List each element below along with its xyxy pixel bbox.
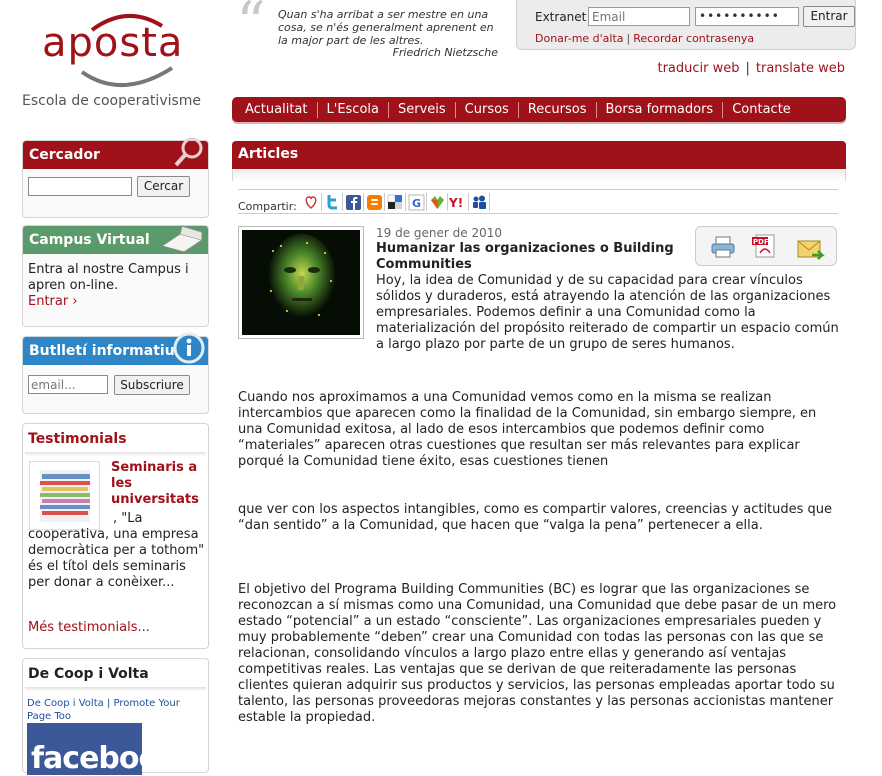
nav-item-serveis[interactable]: Serveis (389, 102, 456, 118)
translate-english-link[interactable]: translate web (755, 61, 845, 76)
myspace-icon[interactable] (469, 193, 490, 211)
svg-text:G: G (411, 196, 421, 210)
search-box (22, 140, 209, 218)
login-label: Extranet (535, 10, 587, 24)
coop-page-link[interactable]: De Coop i Volta (27, 698, 104, 709)
netvibes-icon[interactable] (427, 193, 448, 211)
article-intro: Hoy, la idea de Comunidad y de su capacidad para crear vínculos sólidos y duraderos, está atrayendo la atención de las organizaciones empresariales. Podemos definir a una Comunidad como la materialización del propósito reiterado de compartir un espacio común a largo plazo por parte de un grupo de seres humanos. (376, 273, 839, 352)
login-box (516, 0, 856, 50)
bulletin-email-input[interactable] (28, 375, 108, 394)
login-submit-button[interactable]: Entrar (803, 6, 855, 27)
translate-links (657, 61, 845, 76)
login-email-input[interactable] (588, 7, 690, 26)
share-bottom-rule (238, 213, 838, 214)
article-paragraph-1: Cuando nos aproximamos a una Comunidad vemos como en la misma se realizan intercambios que aparecen como la finalidad de la Comunidad, sin embargo siempre, en una Comunidad exitosa, al lado de esos intercambios que podemos definir como “materiales” aparecen otras cuestiones que resultan ser más relevantes para explicar porqué la Comunidad tiene éxito, esas cuestiones tienen (238, 390, 817, 469)
bulletin-box (22, 336, 209, 414)
coop-links-separator: | (106, 698, 111, 709)
campus-enter-link[interactable]: Entrar › (28, 294, 78, 309)
share-top-rule (238, 189, 838, 190)
logo-text: aposta (42, 20, 184, 66)
search-input[interactable] (28, 177, 132, 196)
coop-divider (25, 687, 206, 691)
facebook-badge[interactable]: facebook (27, 723, 142, 775)
facebook-icon[interactable] (343, 193, 364, 211)
twitter-icon[interactable] (322, 193, 343, 211)
translate-separator: | (745, 61, 750, 76)
main-nav (232, 97, 846, 122)
campus-box-title: Campus Virtual (29, 232, 150, 248)
testimonials-title: Testimonials (28, 431, 127, 447)
search-box-header (23, 141, 208, 169)
site-logo[interactable] (22, 8, 212, 88)
nav-item-escola[interactable]: L'Escola (318, 102, 389, 118)
pdf-icon-label: PDF (753, 238, 769, 246)
magnifier-icon (172, 135, 206, 169)
article-paragraph-2: que ver con los aspectos intangibles, como es compartir valores, creencias y actitudes que “dan sentido” a la Comunidad, que hacen que “valga la pena” pertenecer a ella. (238, 502, 833, 533)
bulletin-box-title: Butlletí informatiu (29, 343, 175, 359)
share-icons (301, 193, 490, 211)
header-quote: Quan s'ha arribat a ser mestre en una cosa, se n'és generalment aprenent en la major part de les altres. (278, 8, 494, 47)
quote-author: Friedrich Nietzsche (392, 46, 498, 59)
articles-header-shadow (232, 169, 846, 181)
remember-password-link[interactable]: Recordar contrasenya (633, 32, 755, 45)
campus-box (22, 225, 209, 327)
delicious-icon[interactable] (301, 193, 322, 211)
quote-mark-icon: “ (236, 0, 266, 57)
nav-item-cursos[interactable]: Cursos (456, 102, 519, 118)
article-paragraph-3: El objetivo del Programa Building Communities (BC) es lograr que las organizaciones se reconozcan a sí mismas como una Comunidad, una Comunidad que debe pasar de un mero estado “potencial” a un estado “consciente”. Las organizaciones empresariales pueden y muy probablemente “deben” crear una Comunidad con todas las personas con las que se relacionan, consolidando vínculos a largo plazo entre ellas y generando así ventajas competitivas reales. Las ventajas que se derivan de que reiteradamente las personas clientes quieran adquirir sus productos y servicios, las personas empleadas aportar todo su talento, las personas proveedoras mejoras constantes y las personas accionistas mantener estable la propiedad. (238, 582, 837, 725)
subscribe-button[interactable]: Subscriure (114, 375, 190, 395)
login-password-input[interactable]: •••••••••• (695, 7, 799, 26)
yahoo-icon[interactable] (448, 193, 469, 211)
article-date: 19 de gener de 2010 (376, 226, 502, 240)
coop-links (27, 697, 207, 723)
coop-title: De Coop i Volta (28, 666, 149, 682)
article-image-visual (242, 230, 360, 335)
articles-header: Articles (232, 141, 846, 169)
digital-face-image (242, 230, 360, 335)
testimonials-divider (25, 452, 206, 456)
delicious-squares-icon[interactable] (385, 193, 406, 211)
nav-item-borsa-formadors[interactable]: Borsa formadors (597, 102, 724, 118)
promote-page-link[interactable]: Promote Your Page Too (27, 698, 180, 722)
pdf-icon[interactable] (752, 233, 778, 259)
translate-catalan-link[interactable]: traducir web (657, 61, 740, 76)
nav-item-contacte[interactable]: Contacte (732, 101, 791, 117)
testimonial-excerpt: , "La cooperativa, una empresa democràtica per a tothom" és el títol dels seminaris per donar a conèixer... (28, 511, 205, 590)
testimonials-box (22, 423, 209, 649)
testimonial-article-link[interactable]: Seminaris a les universitats (111, 460, 199, 507)
bulletin-box-header (23, 337, 208, 365)
signup-link[interactable]: Donar-me d'alta (535, 32, 624, 45)
google-icon[interactable] (406, 193, 427, 211)
school-name: Escola de cooperativisme (22, 93, 202, 109)
article-tools (695, 226, 837, 266)
article-title[interactable]: Humanizar las organizaciones o Building Communities (376, 241, 674, 272)
login-links-separator: | (626, 32, 631, 45)
info-icon (172, 331, 206, 365)
blogger-icon[interactable] (364, 193, 385, 211)
nav-item-recursos[interactable]: Recursos (519, 102, 597, 118)
nav-item-actualitat[interactable]: Actualitat (236, 102, 318, 118)
svg-text:Y!: Y! (448, 196, 463, 210)
book-icon (158, 220, 206, 254)
campus-text: Entra al nostre Campus i apren on-line. (28, 262, 189, 293)
campus-box-header (23, 226, 208, 254)
coop-box (22, 658, 209, 776)
more-testimonials-link[interactable]: Més testimonials... (28, 620, 150, 635)
login-links (535, 32, 754, 45)
article-image[interactable] (238, 226, 364, 339)
print-icon[interactable] (710, 235, 736, 259)
search-button[interactable]: Cercar (137, 176, 190, 197)
email-icon[interactable] (796, 235, 826, 261)
search-box-title: Cercador (29, 147, 100, 163)
share-label: Compartir: (238, 200, 297, 213)
